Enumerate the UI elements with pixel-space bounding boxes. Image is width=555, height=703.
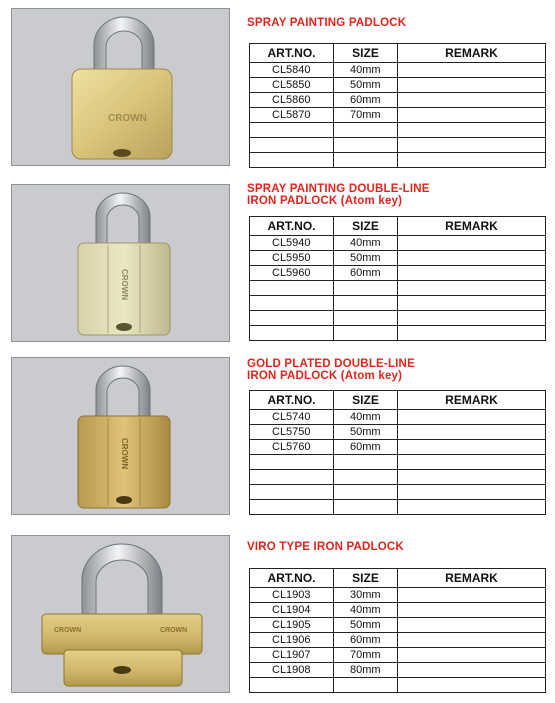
- art-no-cell: CL5870: [250, 108, 334, 123]
- art-no-cell: [250, 138, 334, 153]
- art-no-cell: CL5860: [250, 93, 334, 108]
- art-no-cell: [250, 500, 334, 515]
- remark-header: REMARK: [398, 569, 546, 588]
- padlock-image: [12, 536, 230, 693]
- remark-cell: [398, 326, 546, 341]
- size-cell: 50mm: [334, 251, 398, 266]
- table-row: [250, 311, 546, 326]
- table-row: [250, 93, 546, 108]
- remark-cell: [398, 138, 546, 153]
- art-no-cell: CL1907: [250, 648, 334, 663]
- table-row: [250, 326, 546, 341]
- table-row: [250, 123, 546, 138]
- table-row: [250, 251, 546, 266]
- art-no-cell: CL5960: [250, 266, 334, 281]
- table-header-row: [250, 569, 546, 588]
- art-no-cell: CL5740: [250, 410, 334, 425]
- remark-cell: [398, 410, 546, 425]
- remark-cell: [398, 281, 546, 296]
- size-cell: 40mm: [334, 410, 398, 425]
- art-no-header: ART.NO.: [250, 44, 334, 63]
- remark-header: REMARK: [398, 44, 546, 63]
- remark-cell: [398, 425, 546, 440]
- art-no-cell: [250, 281, 334, 296]
- size-cell: 30mm: [334, 588, 398, 603]
- remark-cell: [398, 455, 546, 470]
- size-cell: 50mm: [334, 618, 398, 633]
- size-cell: 70mm: [334, 648, 398, 663]
- art-no-cell: [250, 455, 334, 470]
- size-header: SIZE: [334, 44, 398, 63]
- padlock-photo: [11, 535, 230, 693]
- remark-cell: [398, 588, 546, 603]
- art-no-cell: CL5850: [250, 78, 334, 93]
- remark-cell: [398, 678, 546, 693]
- size-cell: [334, 455, 398, 470]
- spec-table: [249, 390, 546, 515]
- table-row: [250, 296, 546, 311]
- art-no-cell: [250, 296, 334, 311]
- table-row: [250, 236, 546, 251]
- remark-header: REMARK: [398, 391, 546, 410]
- spec-table: [249, 568, 546, 693]
- table-row: [250, 500, 546, 515]
- remark-cell: [398, 266, 546, 281]
- product-title: [247, 541, 547, 553]
- remark-cell: [398, 123, 546, 138]
- product-title: [247, 358, 547, 382]
- art-no-cell: CL1904: [250, 603, 334, 618]
- spec-table: [249, 216, 546, 341]
- table-row: [250, 281, 546, 296]
- art-no-cell: CL5840: [250, 63, 334, 78]
- size-cell: 50mm: [334, 78, 398, 93]
- art-no-cell: [250, 326, 334, 341]
- padlock-photo: [11, 357, 230, 515]
- table-row: [250, 470, 546, 485]
- size-header: SIZE: [334, 391, 398, 410]
- table-row: [250, 78, 546, 93]
- art-no-cell: CL1906: [250, 633, 334, 648]
- art-no-cell: CL1905: [250, 618, 334, 633]
- size-header: SIZE: [334, 569, 398, 588]
- art-no-cell: CL1903: [250, 588, 334, 603]
- remark-header: REMARK: [398, 217, 546, 236]
- size-cell: [334, 153, 398, 168]
- remark-cell: [398, 93, 546, 108]
- art-no-cell: [250, 485, 334, 500]
- size-cell: 60mm: [334, 266, 398, 281]
- table-header-row: [250, 391, 546, 410]
- remark-cell: [398, 440, 546, 455]
- brand-mark: CROWN: [120, 269, 129, 301]
- art-no-cell: CL5750: [250, 425, 334, 440]
- table-row: [250, 410, 546, 425]
- art-no-header: ART.NO.: [250, 569, 334, 588]
- size-header: SIZE: [334, 217, 398, 236]
- size-cell: [334, 123, 398, 138]
- remark-cell: [398, 485, 546, 500]
- remark-cell: [398, 296, 546, 311]
- brand-mark: CROWN: [120, 438, 129, 470]
- size-cell: [334, 311, 398, 326]
- size-cell: [334, 296, 398, 311]
- art-no-header: ART.NO.: [250, 217, 334, 236]
- table-row: [250, 108, 546, 123]
- size-cell: [334, 281, 398, 296]
- remark-cell: [398, 470, 546, 485]
- remark-cell: [398, 603, 546, 618]
- remark-cell: [398, 663, 546, 678]
- art-no-cell: CL5950: [250, 251, 334, 266]
- product-title: [247, 17, 547, 29]
- remark-cell: [398, 78, 546, 93]
- art-no-cell: [250, 678, 334, 693]
- art-no-cell: [250, 123, 334, 138]
- table-row: [250, 603, 546, 618]
- art-no-cell: CL5940: [250, 236, 334, 251]
- product-title: [247, 183, 547, 207]
- art-no-cell: CL5760: [250, 440, 334, 455]
- table-row: [250, 266, 546, 281]
- table-row: [250, 648, 546, 663]
- size-cell: 60mm: [334, 93, 398, 108]
- size-cell: [334, 500, 398, 515]
- remark-cell: [398, 633, 546, 648]
- art-no-cell: [250, 153, 334, 168]
- table-row: [250, 425, 546, 440]
- size-cell: 60mm: [334, 633, 398, 648]
- art-no-header: ART.NO.: [250, 391, 334, 410]
- title-line-2: IRON PADLOCK (Atom key): [247, 370, 403, 382]
- art-no-cell: [250, 470, 334, 485]
- table-row: [250, 455, 546, 470]
- table-row: [250, 138, 546, 153]
- title-line-1: SPRAY PAINTING DOUBLE-LINE: [247, 183, 430, 195]
- spec-table: [249, 43, 546, 168]
- size-cell: 50mm: [334, 425, 398, 440]
- remark-cell: [398, 63, 546, 78]
- table-row: [250, 153, 546, 168]
- size-cell: 60mm: [334, 440, 398, 455]
- table-header-row: [250, 44, 546, 63]
- art-no-cell: [250, 311, 334, 326]
- table-row: [250, 618, 546, 633]
- size-cell: 80mm: [334, 663, 398, 678]
- remark-cell: [398, 500, 546, 515]
- padlock-image: [12, 185, 230, 342]
- art-no-cell: CL1908: [250, 663, 334, 678]
- size-cell: 70mm: [334, 108, 398, 123]
- size-cell: 40mm: [334, 603, 398, 618]
- table-row: [250, 663, 546, 678]
- title-line-1: SPRAY PAINTING PADLOCK: [247, 17, 407, 29]
- remark-cell: [398, 251, 546, 266]
- remark-cell: [398, 108, 546, 123]
- brand-mark: CROWN: [54, 627, 82, 634]
- title-line-1: VIRO TYPE IRON PADLOCK: [247, 541, 404, 553]
- size-cell: 40mm: [334, 236, 398, 251]
- brand-mark: CROWN: [108, 113, 147, 124]
- remark-cell: [398, 311, 546, 326]
- table-header-row: [250, 217, 546, 236]
- remark-cell: [398, 153, 546, 168]
- title-line-1: GOLD PLATED DOUBLE-LINE: [247, 358, 415, 370]
- table-row: [250, 678, 546, 693]
- size-cell: [334, 485, 398, 500]
- brand-mark: CROWN: [160, 627, 188, 634]
- padlock-photo: [11, 8, 230, 166]
- size-cell: [334, 470, 398, 485]
- table-row: [250, 485, 546, 500]
- padlock-image: [12, 9, 230, 166]
- padlock-photo: [11, 184, 230, 342]
- table-row: [250, 633, 546, 648]
- table-row: [250, 440, 546, 455]
- title-line-2: IRON PADLOCK (Atom key): [247, 195, 403, 207]
- remark-cell: [398, 236, 546, 251]
- padlock-image: [12, 358, 230, 515]
- table-row: [250, 588, 546, 603]
- size-cell: 40mm: [334, 63, 398, 78]
- size-cell: [334, 326, 398, 341]
- table-row: [250, 63, 546, 78]
- size-cell: [334, 678, 398, 693]
- size-cell: [334, 138, 398, 153]
- remark-cell: [398, 618, 546, 633]
- remark-cell: [398, 648, 546, 663]
